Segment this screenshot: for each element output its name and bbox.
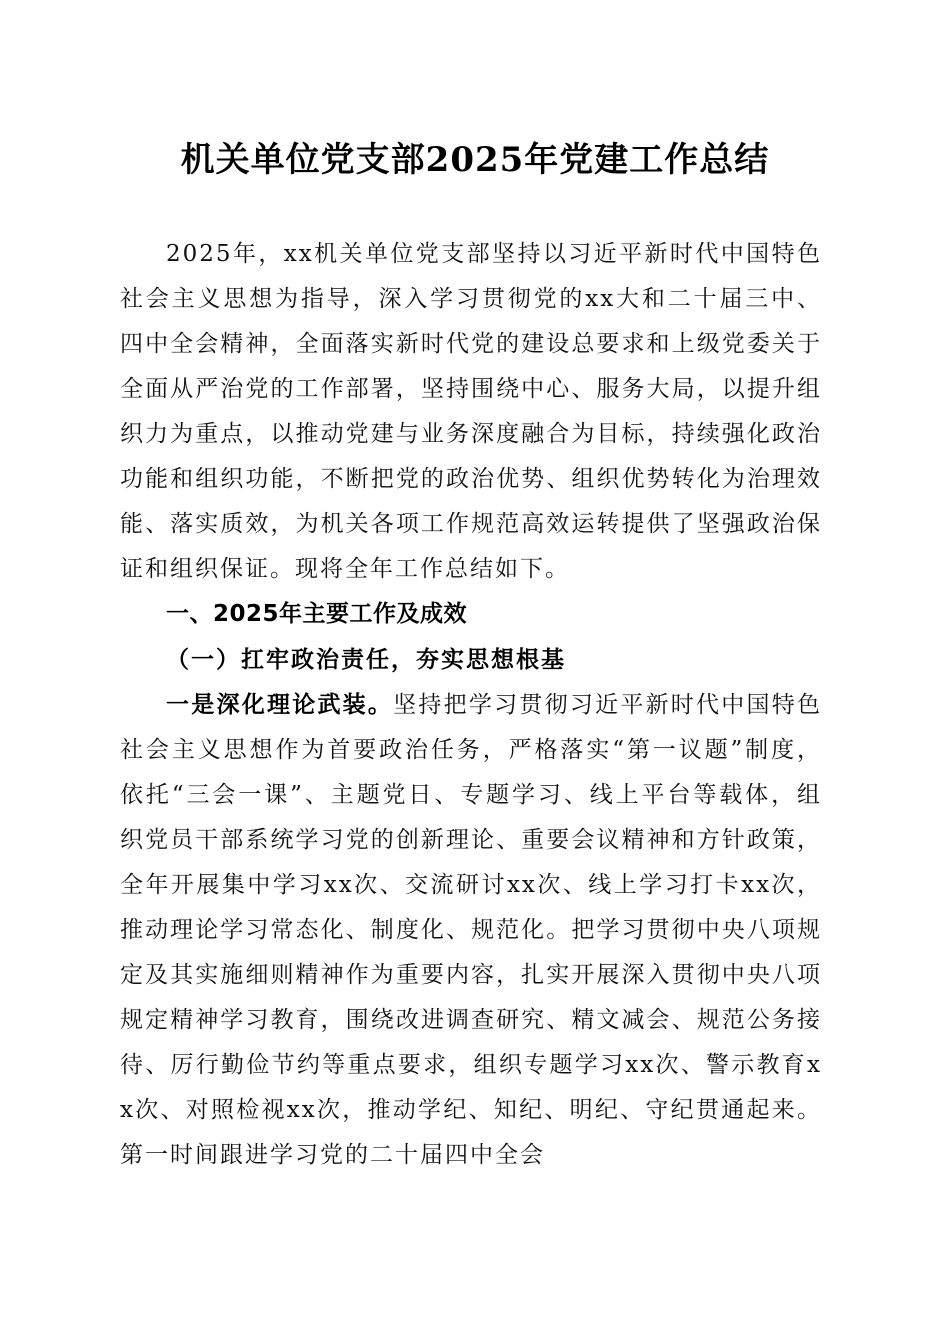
- subsection-heading: （一）扛牢政治责任，夯实思想根基: [166, 646, 566, 673]
- section-heading: 一、2025年主要工作及成效: [166, 601, 468, 627]
- item-paragraph: [120, 682, 822, 1178]
- item-lead: 一是深化理论武装。: [166, 691, 394, 718]
- document-body: [120, 232, 822, 1178]
- document-title: 机关单位党支部2025年党建工作总结: [180, 140, 770, 180]
- intro-paragraph: 2025年，xx机关单位党支部坚持以习近平新时代中国特色社会主义思想为指导，深入学习贯彻党的xx大和二十届三中、四中全会精神，全面落实新时代党的建设总要求和上级党委关于全面从严治党的工作部署，坚持围绕中心、服务大局，以提升组织力为重点，以推动党建与业务深度融合为目标，持续强化政治功能和组织功能，不断把党的政治优势、组织优势转化为治理效能、落实质效，为机关各项工作规范高效运转提供了坚强政治保证和组织保证。现将全年工作总结如下。: [120, 241, 822, 582]
- item-text: 坚持把学习贯彻习近平新时代中国特色社会主义思想作为首要政治任务，严格落实“第一议题”制度，依托“三会一课”、主题党日、专题学习、线上平台等载体，组织党员干部系统学习党的创新理论、重要会议精神和方针政策，全年开展集中学习xx次、交流研讨xx次、线上学习打卡xx次，推动理论学习常态化、制度化、规范化。把学习贯彻中央八项规定及其实施细则精神作为重要内容，扎实开展深入贯彻中央八项规定精神学习教育，围绕改进调查研究、精文减会、规范公务接待、厉行勤俭节约等重点要求，组织专题学习xx次、警示教育xx次、对照检视xx次，推动学纪、知纪、明纪、守纪贯通起来。第一时间跟进学习党的二十届四中全会: [120, 692, 823, 1168]
